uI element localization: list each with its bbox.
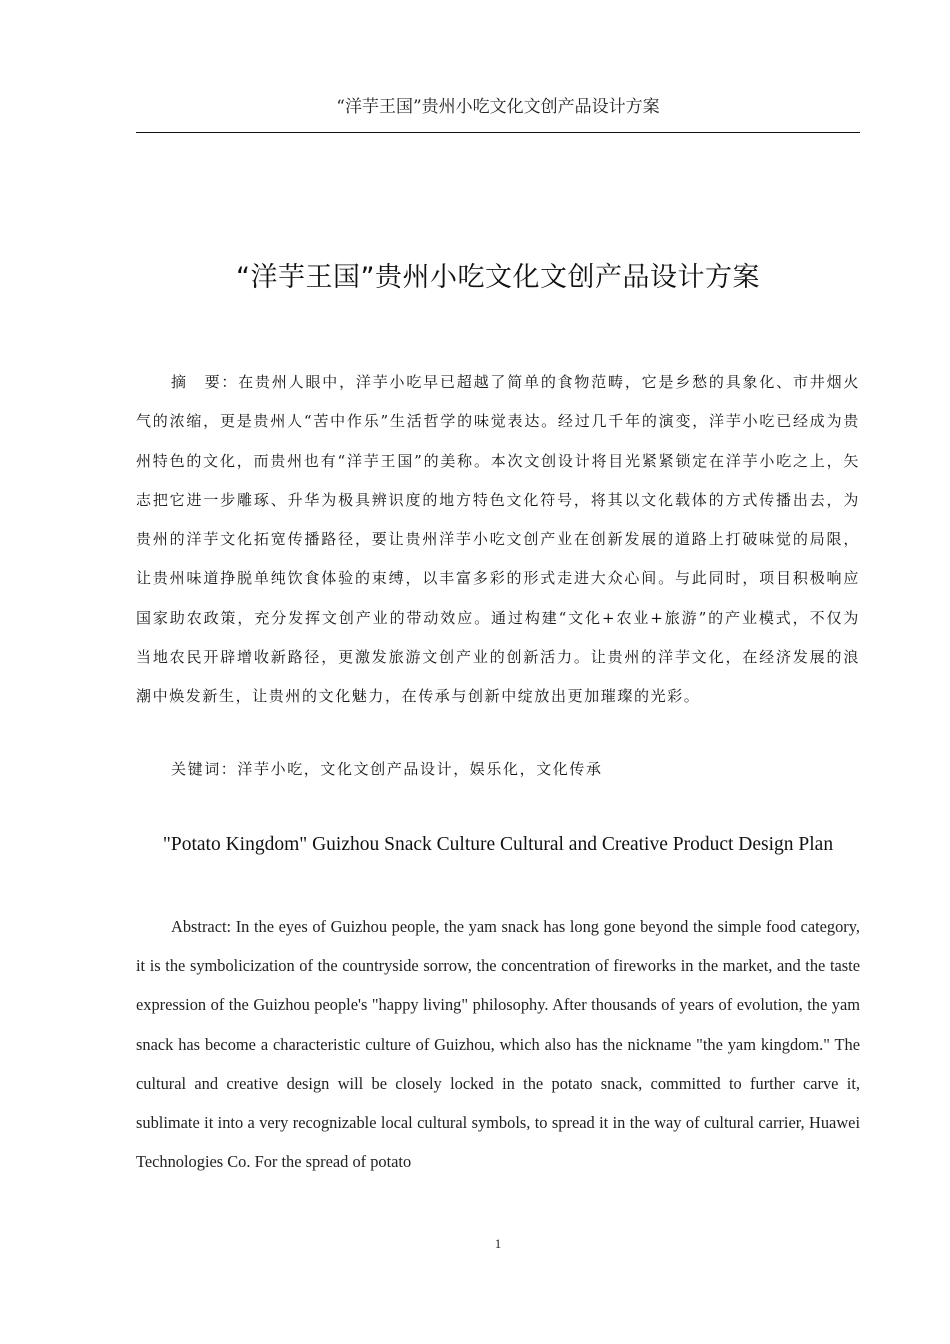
abstract-en: Abstract: In the eyes of Guizhou people, the yam snack has long gone beyond the simple food category, it is the symbolicization of the countryside sorrow, the concentration of fireworks in the market, and the taste expression of the Guizhou people's "happy living" philosophy. After thousands of years of evolution, the yam snack has become a characteristic culture of Guizhou, which also has the nickname "the yam kingdom." The cultural and creative design will be closely locked in the potato snack, committed to further carve it, sublimate it into a very recognizable local cultural symbols, to spread it in the way of cultural carrier, Huawei Technologies Co. For the spread of potato — [136, 917, 860, 1172]
page-number: 1 — [494, 1236, 502, 1251]
document-title-cn: “洋芋王国”贵州小吃文化文创产品设计方案 — [236, 262, 760, 293]
abstract-cn: 摘 要：在贵州人眼中，洋芋小吃早已超越了简单的食物范畴，它是乡愁的具象化、市井烟火气的浓缩，更是贵州人“苦中作乐”生活哲学的味觉表达。经过几千年的演变，洋芋小吃已经成为贵州特色的文化，而贵州也有“洋芋王国”的美称。本次文创设计将目光紧紧锁定在洋芋小吃之上，矢志把它进一步雕琢、升华为极具辨识度的地方特色文化符号，将其以文化载体的方式传播出去，为贵州的洋芋文化拓宽传播路径，要让贵州洋芋小吃文创产业在创新发展的道路上打破味觉的局限，让贵州味道挣脱单纯饮食体验的束缚，以丰富多彩的形式走进大众心间。与此同时，项目积极响应国家助农政策，充分发挥文创产业的带动效应。通过构建“文化+农业+旅游”的产业模式，不仅为当地农民开辟增收新路径，更激发旅游文创产业的创新活力。让贵州的洋芋文化，在经济发展的浪潮中焕发新生，让贵州的文化魅力，在传承与创新中绽放出更加璀璨的光彩。 — [136, 373, 860, 706]
document-title-en: "Potato Kingdom" Guizhou Snack Culture Cultural and Creative Product Design Plan — [162, 834, 834, 855]
running-header: “洋芋王国”贵州小吃文化文创产品设计方案 — [336, 97, 660, 117]
header-divider — [136, 132, 860, 133]
keywords-cn: 关键词：洋芋小吃，文化文创产品设计，娱乐化，文化传承 — [171, 760, 603, 778]
